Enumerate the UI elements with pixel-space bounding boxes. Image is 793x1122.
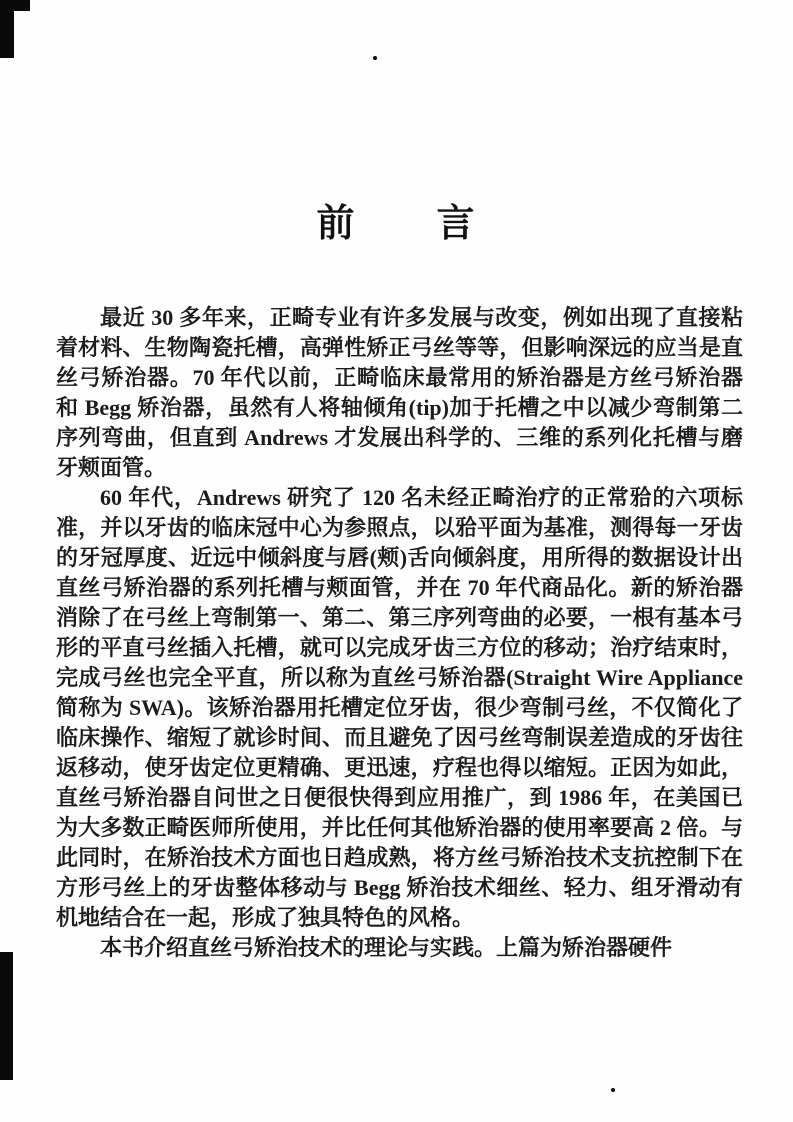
scan-artifact-bottom-left-bar: [0, 952, 13, 1080]
paragraph-3: 本书介绍直丝弓矫治技术的理论与实践。上篇为矫治器硬件: [100, 935, 673, 960]
scan-artifact-top-corner-vertical: [0, 0, 14, 58]
scan-artifact-dot-bottom: [611, 1088, 615, 1092]
paragraph-2: 60 年代，Andrews 研究了 120 名未经正畸治疗的正常𬌗的六项标准，并以牙齿的临床冠中心为参照点，以𬌗平面为基准，测得每一牙齿的牙冠厚度、近远中倾斜度与唇(颊)舌向倾斜度，用所得的数据设计出直丝弓矫治器的系列托槽与颊面管，并在 70 年代商品化。新的矫治器消除了在弓丝上弯制第一、第二、第三序列弯曲的必要，一根有基本弓形的平直弓丝插入托槽，就可以完成牙齿三方位的移动；治疗结束时，完成弓丝也完全平直，所以称为直丝弓矫治器(Straight Wire Appliance 简称为 SWA)。该矫治器用托槽定位牙齿，很少弯制弓丝，不仅简化了临床操作、缩短了就诊时间、而且避免了因弓丝弯制误差造成的牙齿往返移动，使牙齿定位更精确、更迅速，疗程也得以缩短。正因为如此，直丝弓矫治器自问世之日便很快得到应用推广，到 1986 年，在美国已为大多数正畸医师所使用，并比任何其他矫治器的使用率要高 2 倍。与此同时，在矫治技术方面也日趋成熟，将方丝弓矫治技术支抗控制下在方形弓丝上的牙齿整体移动与 Begg 矫治技术细丝、轻力、组牙滑动有机地结合在一起，形成了独具特色的风格。: [56, 485, 743, 930]
paragraph-1: 最近 30 多年来，正畸专业有许多发展与改变，例如出现了直接粘着材料、生物陶瓷托槽，高弹性矫正弓丝等等，但影响深远的应当是直丝弓矫治器。70 年代以前，正畸临床最常用的矫治器是方丝弓矫治器和 Begg 矫治器，虽然有人将轴倾角(tip)加于托槽之中以减少弯制第二序列弯曲，但直到 Andrews 才发展出科学的、三维的系列化托槽与磨牙颊面管。: [56, 305, 743, 480]
scan-artifact-dot-top: [373, 56, 377, 60]
preface-body: [0, 303, 793, 963]
page-title: 前 言: [316, 203, 477, 245]
